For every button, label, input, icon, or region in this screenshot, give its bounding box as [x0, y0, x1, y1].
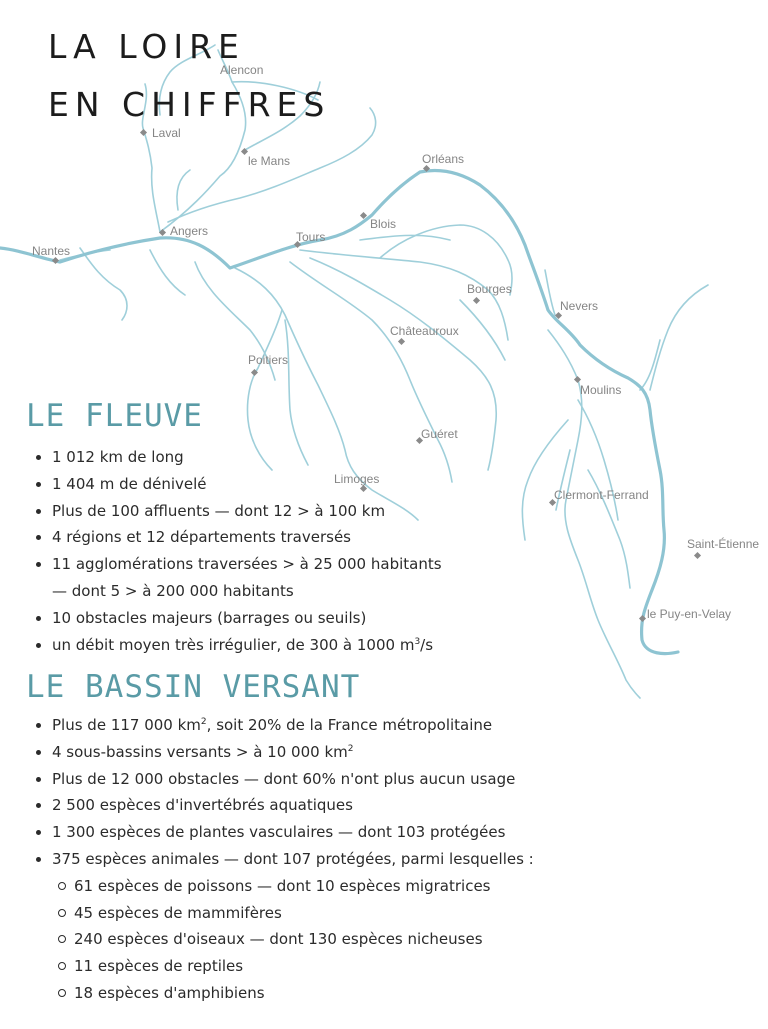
city-angers [159, 224, 208, 238]
sublist-item: 18 espèces d'amphibiens [30, 980, 534, 1007]
city-nevers [555, 299, 598, 319]
list-item: 4 régions et 12 départements traversés [30, 524, 442, 551]
river-layon [150, 250, 185, 295]
city-gueret [416, 427, 458, 444]
sublist-item: 61 espèces de poissons — dont 10 espèces migratrices [30, 873, 534, 900]
city-marker [639, 615, 646, 622]
city-label: Moulins [580, 383, 622, 397]
bassin-list [30, 712, 534, 1007]
sublist-item: 11 espèces de reptiles [30, 953, 534, 980]
list-item: 2 500 espèces d'invertébrés aquatiques [30, 792, 534, 819]
city-label: Blois [370, 217, 397, 231]
section-heading-bassin: LE BASSIN VERSANT [26, 669, 361, 705]
city-label: Châteauroux [390, 324, 459, 338]
list-item: 10 obstacles majeurs (barrages ou seuils) [30, 605, 442, 632]
city-bourges [467, 282, 512, 304]
city-label: Guéret [421, 427, 458, 441]
sublist-item: 45 espèces de mammifères [30, 900, 534, 927]
city-tours [294, 230, 325, 248]
river-cher-south [460, 300, 505, 360]
sublist-item: 240 espèces d'oiseaux — dont 130 espèces nicheuses [30, 926, 534, 953]
city-marker [398, 338, 405, 345]
list-item: 375 espèces animales — dont 107 protégées, parmi lesquelles : [30, 846, 534, 873]
city-label: Nantes [32, 244, 71, 258]
river-loir-2 [177, 170, 190, 210]
list-item: 1 300 espèces de plantes vasculaires — dont 103 protégées [30, 819, 534, 846]
list-item: 11 agglomérations traversées > à 25 000 habitants [30, 551, 442, 578]
city-saint-etienne [687, 536, 759, 559]
city-orleans [422, 152, 464, 172]
title-line-1: LA LOIRE [48, 27, 245, 66]
list-item: 4 sous-bassins versants > à 10 000 $km^2$ [30, 739, 534, 766]
city-label: Angers [170, 224, 209, 238]
title-line-2: EN CHIFFRES [48, 85, 331, 124]
city-label: Poitiers [248, 353, 289, 367]
river-allier-2 [578, 400, 618, 520]
river-sioule [522, 420, 568, 540]
city-marker [473, 297, 480, 304]
city-label: le Puy-en-Velay [647, 607, 732, 621]
city-label: Laval [152, 126, 181, 140]
city-marker [574, 376, 581, 383]
list-item: 1 404 m de dénivelé [30, 471, 442, 498]
fleuve-list [30, 444, 442, 658]
city-label: Bourges [467, 282, 512, 296]
city-label: Clermont-Ferrand [554, 488, 649, 502]
city-poitiers [248, 353, 288, 376]
list-item: un débit moyen très irrégulier, de 300 à 1000 $m^3/s$ [30, 632, 442, 659]
city-label: Saint-Étienne [687, 537, 760, 551]
sublist-container [30, 873, 534, 1007]
city-marker [694, 552, 701, 559]
city-label: Tours [296, 230, 326, 244]
city-moulins [574, 376, 621, 397]
river-sevre [80, 248, 127, 320]
page-title [48, 18, 330, 134]
city-label: Alencon [220, 63, 264, 77]
list-item-continuation: — dont 5 > à 200 000 habitants [52, 581, 294, 600]
city-label: Nevers [560, 299, 599, 313]
city-le-puy-en-velay [639, 607, 731, 622]
section-heading-fleuve: LE FLEUVE [26, 398, 203, 434]
species-sublist [30, 873, 534, 1007]
river-sauldre [360, 235, 450, 240]
city-le-mans [241, 148, 290, 168]
city-label: Limoges [334, 472, 380, 486]
list-item: Plus de 12 000 obstacles — dont 60% n'ont plus aucun usage [30, 766, 534, 793]
city-label: le Mans [248, 154, 291, 168]
city-label: Orléans [422, 152, 465, 166]
list-item: Plus de 117 000 $km^2$, soit 20% de la France métropolitaine [30, 712, 534, 739]
river-arroux [650, 285, 708, 390]
list-item: Plus de 100 affluents — dont 12 > à 100 km [30, 498, 442, 525]
list-item: 1 012 km de long [30, 444, 442, 471]
city-clermont-ferrand [549, 488, 649, 506]
